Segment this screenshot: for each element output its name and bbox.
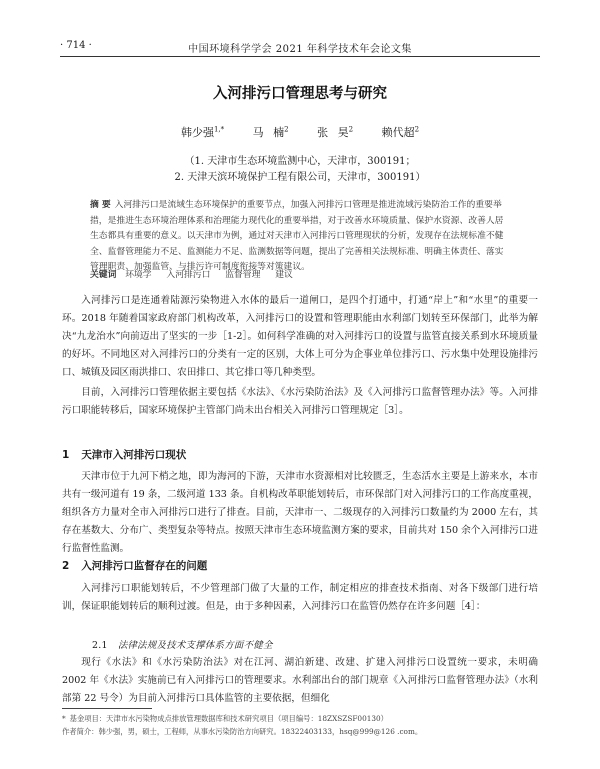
- section-heading: 1 天津市入河排污口现状: [62, 449, 187, 461]
- section-heading: 2 入河排污口监督存在的问题: [62, 560, 208, 572]
- keyword: 监督管理: [225, 270, 261, 280]
- keyword: 入河排污口: [166, 270, 211, 280]
- section-paragraph: 现行《水法》和《水污染防治法》对在江河、湖泊新建、改建、扩建入河排污口设置统一要求，未明确 2002 年《水法》实施前已有入河排污口的管理要求。水利部出台的部门规章《入河排污口监督管理办法》（水利部第 22 号令）为目前入河排污口具体监管的主要依据，但细化: [62, 657, 538, 704]
- section-paragraph: 入河排污口职能划转后，不少管理部门做了大量的工作，制定相应的排查技术指南、对各下级部门进行培训，保证职能划转后的顺利过渡。但是，由于多种因素，入河排污口在监管仍然存在许多问题［4］：: [62, 583, 538, 612]
- abstract: [90, 198, 510, 276]
- footnote: 作者简介：韩少强，男，硕士，工程师，从事水污染防治方向研究。18322403133，hsq@999@126 .com。: [62, 727, 423, 736]
- author: 张 昊$^2$: [317, 125, 354, 139]
- abstract-label: 摘 要: [90, 200, 111, 210]
- page-number: · 714 ·: [60, 40, 92, 51]
- paper-title: 入河排污口管理思考与研究: [213, 86, 387, 102]
- footnote-divider: [62, 708, 152, 709]
- keyword: 环境学: [125, 270, 152, 280]
- author: 赖代超$^2$: [381, 125, 420, 139]
- keywords: [90, 267, 510, 280]
- affiliation: 2. 天津天滨环境保护工程有限公司，天津市，300191）: [174, 172, 426, 183]
- footnote: * 基金项目：天津市水污染物成点排放管理数据库和技术研究项目（项目编号：18ZXSZSF00130）: [62, 714, 388, 723]
- keywords-label: 关键词: [90, 270, 117, 280]
- author-list: [0, 124, 600, 140]
- author: 韩少强$^{1,*}$: [180, 125, 225, 139]
- intro-paragraph: 目前，入河排污口管理依据主要包括《水法》、《水污染防治法》及《入河排污口监督管理办法》等。入河排污口职能转移后，国家环境保护主管部门尚未出台相关入河排污口管理规定［3］。: [62, 387, 538, 416]
- abstract-text: 入河排污口是流域生态环境保护的重要节点，加强入河排污口管理是推进流域污染防治工作的重要举措，是推进生态环境治理体系和治理能力现代化的重要举措，对于改善水环境质量、保护水资源、改善人居生态都具有重要的意义。以天津市为例，通过对天津市入河排污口管理现状的分析，发现存在法规标准不健全、监督管理能力不足、监测能力不足、监测数据等问题，提出了完善相关法规标准、明确主体责任、落实管理职责、加强监管、与排污许可制度衔接等对策建议。: [90, 200, 504, 272]
- intro-paragraph: 入河排污口是连通着陆源污染物进入水体的最后一道闸口，是四个打通中，打通“岸上”和“水里”的重要一环。2018 年随着国家政府部门机构改革，入河排污口的设置和管理职能由水利部门划转至环保部门，此举为解决“九龙治水”向前迈出了坚实的一步［1-2］。如何科学准确的对入河排污口的设置与监管直接关系到水环境质量的好坏。不同地区对入河排污口的分类有一定的区别，大体上可分为企事业单位排污口、污水集中处理设施排污口、城镇及园区雨洪排口、农田排口、其它排口等几种类型。: [62, 295, 538, 378]
- subsection-heading: 2.1 法律法规及技术支撑体系方面不健全: [92, 640, 273, 651]
- author: 马 楠$^2$: [252, 125, 289, 139]
- keyword: 建议: [275, 270, 293, 280]
- page-header: [60, 40, 540, 57]
- section-paragraph: 天津市位于九河下梢之地，即为海河的下游，天津市水资源相对比较匮乏，生态活水主要是上游来水，本市共有一级河道有 19 条，二级河道 133 条。自机构改革职能划转后，市环保部门对入河排污口的工作高度重视，组织各方力量对全市入河排污口进行了排查。目前，天津市一、二级现存的入河排污口数量约为 2000 左右，其存在基数大、分布广、类型复杂等特点。按照天津市生态环境监测方案的要求，目前共对 150 余个入河排污口进行监督性监测。: [62, 471, 538, 554]
- running-title: 中国环境科学学会 2021 年科学技术年会论文集: [188, 44, 412, 55]
- affiliation: （1. 天津市生态环境监测中心，天津市，300191；: [184, 156, 416, 167]
